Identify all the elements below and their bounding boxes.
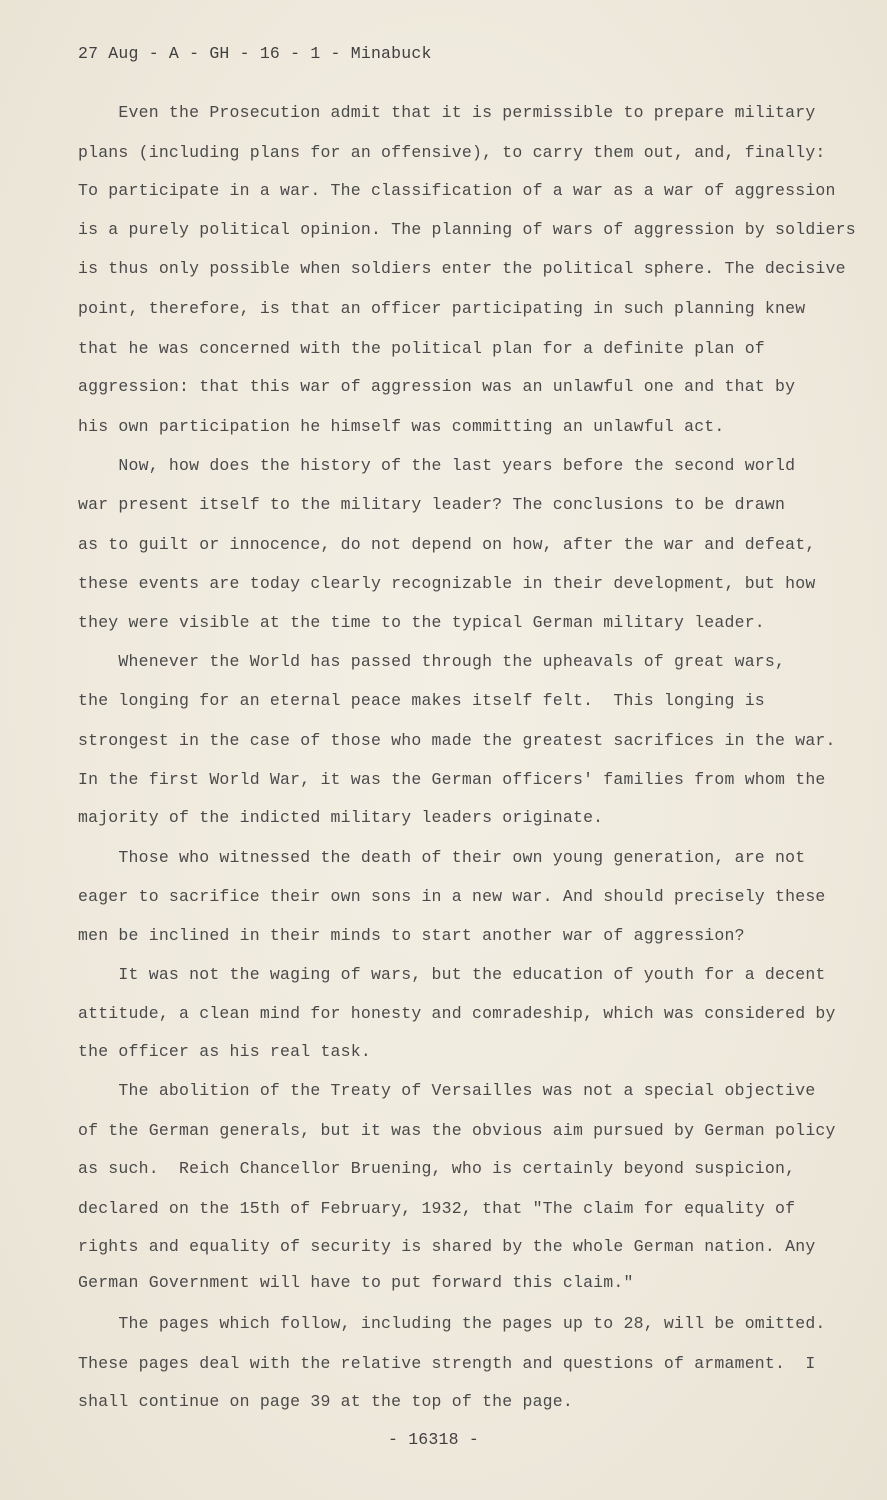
text-line: as to guilt or innocence, do not depend on how, after the war and defeat, xyxy=(78,535,816,554)
text-line: they were visible at the time to the typical German military leader. xyxy=(78,613,765,632)
text-line: of the German generals, but it was the obvious aim pursued by German policy xyxy=(78,1121,836,1140)
text-line: point, therefore, is that an officer participating in such planning knew xyxy=(78,299,806,318)
text-line: Those who witnessed the death of their own young generation, are not xyxy=(78,848,806,867)
text-line: that he was concerned with the political plan for a definite plan of xyxy=(78,339,765,358)
page-number: - 16318 - xyxy=(388,1430,479,1449)
text-line: The abolition of the Treaty of Versailles was not a special objective xyxy=(78,1081,816,1100)
text-line: rights and equality of security is shared by the whole German nation. Any xyxy=(78,1237,816,1256)
text-line: shall continue on page 39 at the top of the page. xyxy=(78,1392,573,1411)
text-line: as such. Reich Chancellor Bruening, who is certainly beyond suspicion, xyxy=(78,1159,796,1178)
text-line: the longing for an eternal peace makes itself felt. This longing is xyxy=(78,691,765,710)
text-line: Now, how does the history of the last years before the second world xyxy=(78,456,796,475)
text-line: declared on the 15th of February, 1932, that "The claim for equality of xyxy=(78,1199,796,1218)
text-line: these events are today clearly recognizable in their development, but how xyxy=(78,574,816,593)
text-line: Even the Prosecution admit that it is permissible to prepare military xyxy=(78,103,816,122)
text-line: aggression: that this war of aggression was an unlawful one and that by xyxy=(78,377,796,396)
text-line: The pages which follow, including the pages up to 28, will be omitted. xyxy=(78,1314,826,1333)
text-line: eager to sacrifice their own sons in a new war. And should precisely these xyxy=(78,887,826,906)
text-line: is a purely political opinion. The planning of wars of aggression by soldiers xyxy=(78,220,856,239)
text-line: plans (including plans for an offensive), to carry them out, and, finally: xyxy=(78,143,826,162)
text-line: men be inclined in their minds to start another war of aggression? xyxy=(78,926,745,945)
text-line: his own participation he himself was committing an unlawful act. xyxy=(78,417,725,436)
text-line: Whenever the World has passed through the upheavals of great wars, xyxy=(78,652,786,671)
text-line: is thus only possible when soldiers enter the political sphere. The decisive xyxy=(78,259,846,278)
text-line: attitude, a clean mind for honesty and comradeship, which was considered by xyxy=(78,1004,836,1023)
text-line: To participate in a war. The classification of a war as a war of aggression xyxy=(78,181,836,200)
text-line: German Government will have to put forward this claim." xyxy=(78,1273,634,1292)
text-line: war present itself to the military leader? The conclusions to be drawn xyxy=(78,495,786,514)
text-line: These pages deal with the relative strength and questions of armament. I xyxy=(78,1354,816,1373)
text-line: strongest in the case of those who made the greatest sacrifices in the war. xyxy=(78,731,836,750)
text-line: In the first World War, it was the German officers' families from whom the xyxy=(78,770,826,789)
page-header: 27 Aug - A - GH - 16 - 1 - Minabuck xyxy=(78,44,432,63)
text-line: the officer as his real task. xyxy=(78,1042,371,1061)
text-line: majority of the indicted military leaders originate. xyxy=(78,808,604,827)
text-line: It was not the waging of wars, but the education of youth for a decent xyxy=(78,965,826,984)
